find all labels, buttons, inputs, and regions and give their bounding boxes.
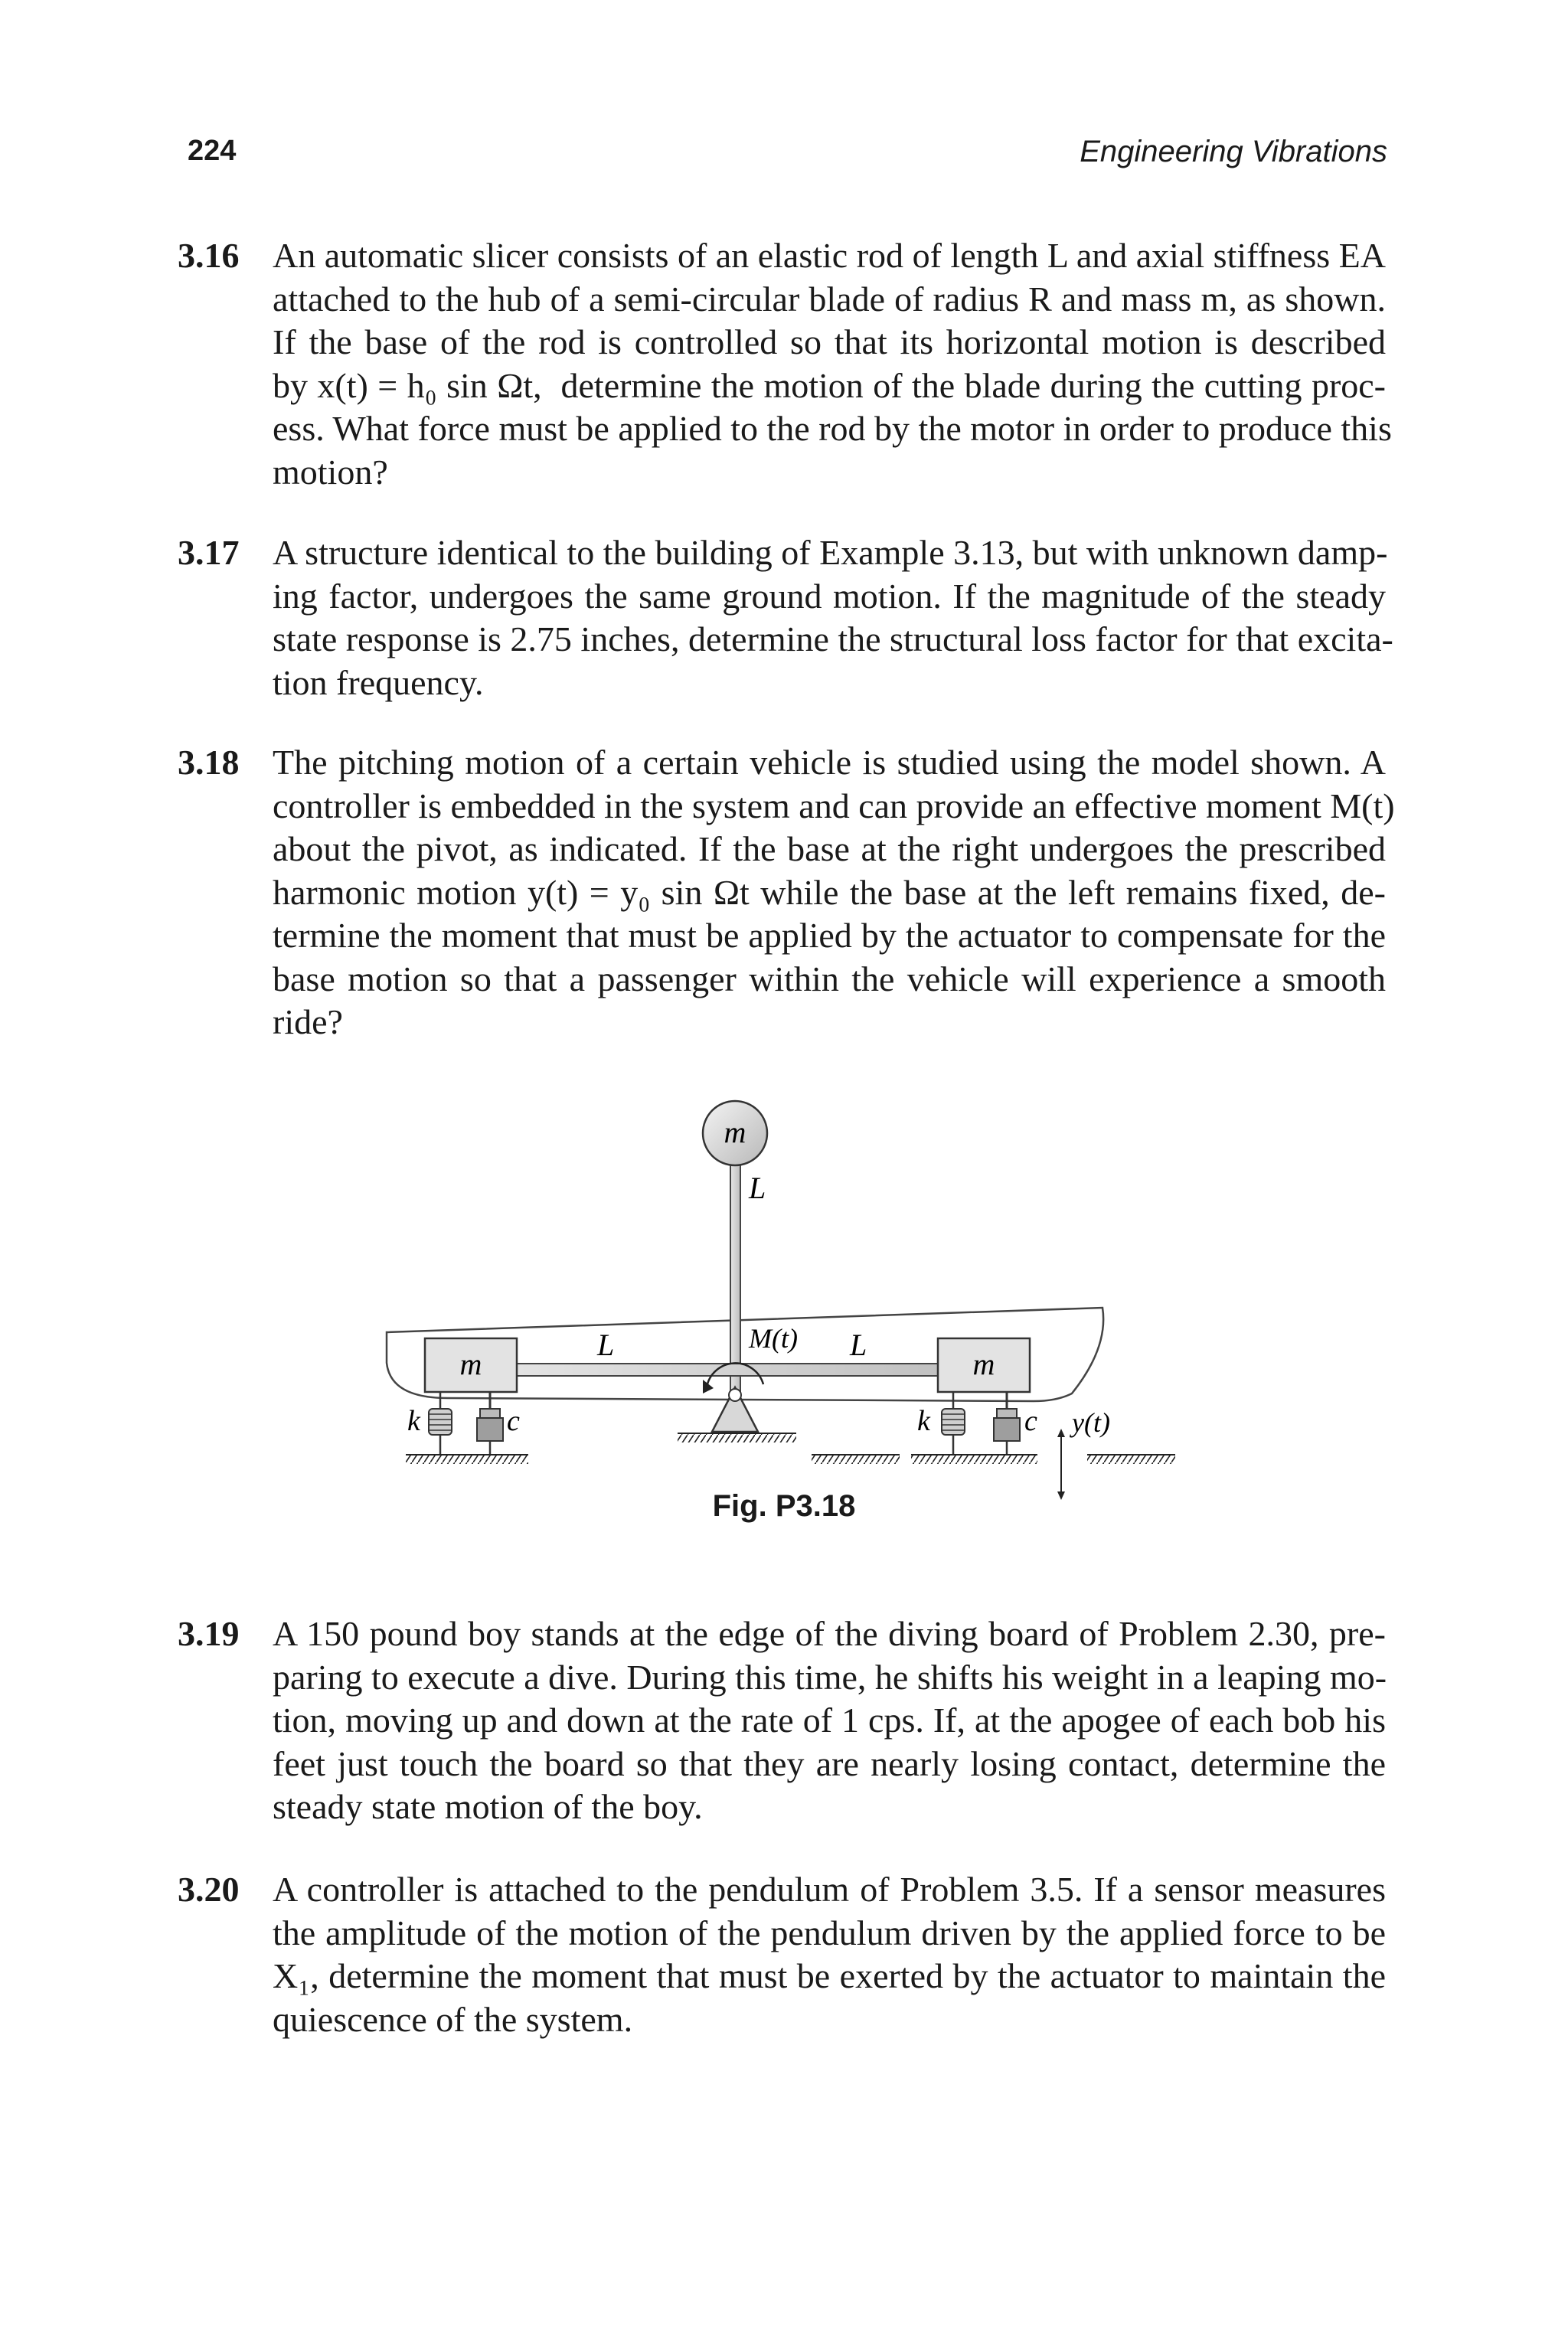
problem-text-line: The pitching motion of a certain vehicle is studied using the model shown. A <box>273 743 1386 782</box>
figure-caption: Fig. P3.18 <box>712 1489 856 1523</box>
problem-3-17 <box>178 531 1393 704</box>
problem-3-18 <box>178 741 1395 1044</box>
problem-3-19 <box>178 1612 1386 1829</box>
problem-text-line: A 150 pound boy stands at the edge of the diving board of Problem 2.30, pre- <box>273 1614 1386 1653</box>
problem-text-line: by x(t) = h₀ sin Ωt, determine the motion of the blade during the cutting proc- <box>273 365 1386 405</box>
ground-segment-middle <box>812 1455 900 1464</box>
problem-text-line: attached to the hub of a semi-circular blade of radius R and mass m, as shown. <box>273 279 1386 319</box>
label-pole-length: L <box>749 1171 766 1205</box>
problem-number: 3.18 <box>178 743 240 782</box>
problem-text-line: base motion so that a passenger within the vehicle will experience a smooth <box>273 959 1386 998</box>
problem-text-line: state response is 2.75 inches, determine the structural loss factor for that excita- <box>273 619 1393 658</box>
pivot-pin <box>729 1389 741 1401</box>
label-right-damper: c <box>1024 1405 1037 1437</box>
label-moment: M(t) <box>749 1323 798 1354</box>
problem-text-line: tion, moving up and down at the rate of 1 cps. If, at the apogee of each bob his <box>273 1701 1386 1740</box>
problem-text-line: An automatic slicer consists of an elastic rod of length L and axial stiffness EA <box>273 236 1386 275</box>
right-moving-base <box>911 1455 1037 1464</box>
left-spring <box>429 1392 452 1455</box>
vertical-rod <box>730 1160 740 1420</box>
problem-text-line: ride? <box>273 1002 343 1041</box>
label-left-spring: k <box>407 1405 420 1437</box>
label-right-spring: k <box>917 1405 930 1437</box>
problem-text-line: feet just touch the board so that they are nearly losing contact, determine the <box>273 1743 1386 1783</box>
problem-text-line: If the base of the rod is controlled so that its horizontal motion is described <box>273 322 1386 361</box>
problem-text-line: harmonic motion y(t) = y₀ sin Ωt while the base at the left remains fixed, de- <box>273 872 1386 912</box>
problem-text-line: controller is embedded in the system and can provide an effective moment M(t) <box>273 786 1395 825</box>
vehicle-pitch-figure <box>375 1095 1194 1539</box>
running-title: Engineering Vibrations <box>1080 135 1387 168</box>
label-left-length: L <box>597 1328 615 1362</box>
problem-text-line: steady state motion of the boy. <box>273 1787 703 1826</box>
pivot-ground <box>678 1433 796 1442</box>
problem-text-line: A structure identical to the building of Example 3.13, but with unknown damp- <box>273 533 1388 572</box>
problem-text-line: paring to execute a dive. During this time, he shifts his weight in a leaping mo- <box>273 1657 1387 1697</box>
problem-text-line: ing factor, undergoes the same ground motion. If the magnitude of the steady <box>273 576 1386 616</box>
problem-number: 3.16 <box>178 236 240 275</box>
left-damper <box>477 1392 503 1455</box>
problem-text-line: tion frequency. <box>273 662 484 702</box>
problem-text-line: termine the moment that must be applied by the actuator to compensate for the <box>273 916 1386 955</box>
problem-number: 3.17 <box>178 533 240 572</box>
problem-number: 3.19 <box>178 1614 240 1653</box>
problem-text-line: about the pivot, as indicated. If the base at the right undergoes the prescribed <box>273 829 1386 868</box>
problem-number: 3.20 <box>178 1870 240 1909</box>
horizontal-bar <box>482 1364 988 1376</box>
ground-segment-right <box>1087 1455 1175 1464</box>
label-left-mass: m <box>459 1347 482 1381</box>
problem-3-16 <box>178 234 1392 494</box>
page-number: 224 <box>188 135 237 167</box>
label-base-motion: y(t) <box>1072 1407 1110 1438</box>
label-top-mass: m <box>724 1115 746 1149</box>
label-left-damper: c <box>507 1405 520 1437</box>
problem-text-line: motion? <box>273 452 388 492</box>
problem-text-line: ess. What force must be applied to the rod by the motor in order to produce this <box>273 409 1392 448</box>
problem-text-line: the amplitude of the motion of the pendulum driven by the applied force to be <box>273 1913 1386 1952</box>
left-ground <box>406 1455 528 1464</box>
problem-text-line: X₁, determine the moment that must be exerted by the actuator to maintain the <box>273 1956 1386 1995</box>
problem-text-line: quiescence of the system. <box>273 1999 633 2039</box>
problem-3-20 <box>178 1868 1386 2041</box>
label-right-length: L <box>850 1328 867 1362</box>
problem-text-line: A controller is attached to the pendulum of Problem 3.5. If a sensor measures <box>273 1870 1386 1909</box>
label-right-mass: m <box>972 1347 995 1381</box>
